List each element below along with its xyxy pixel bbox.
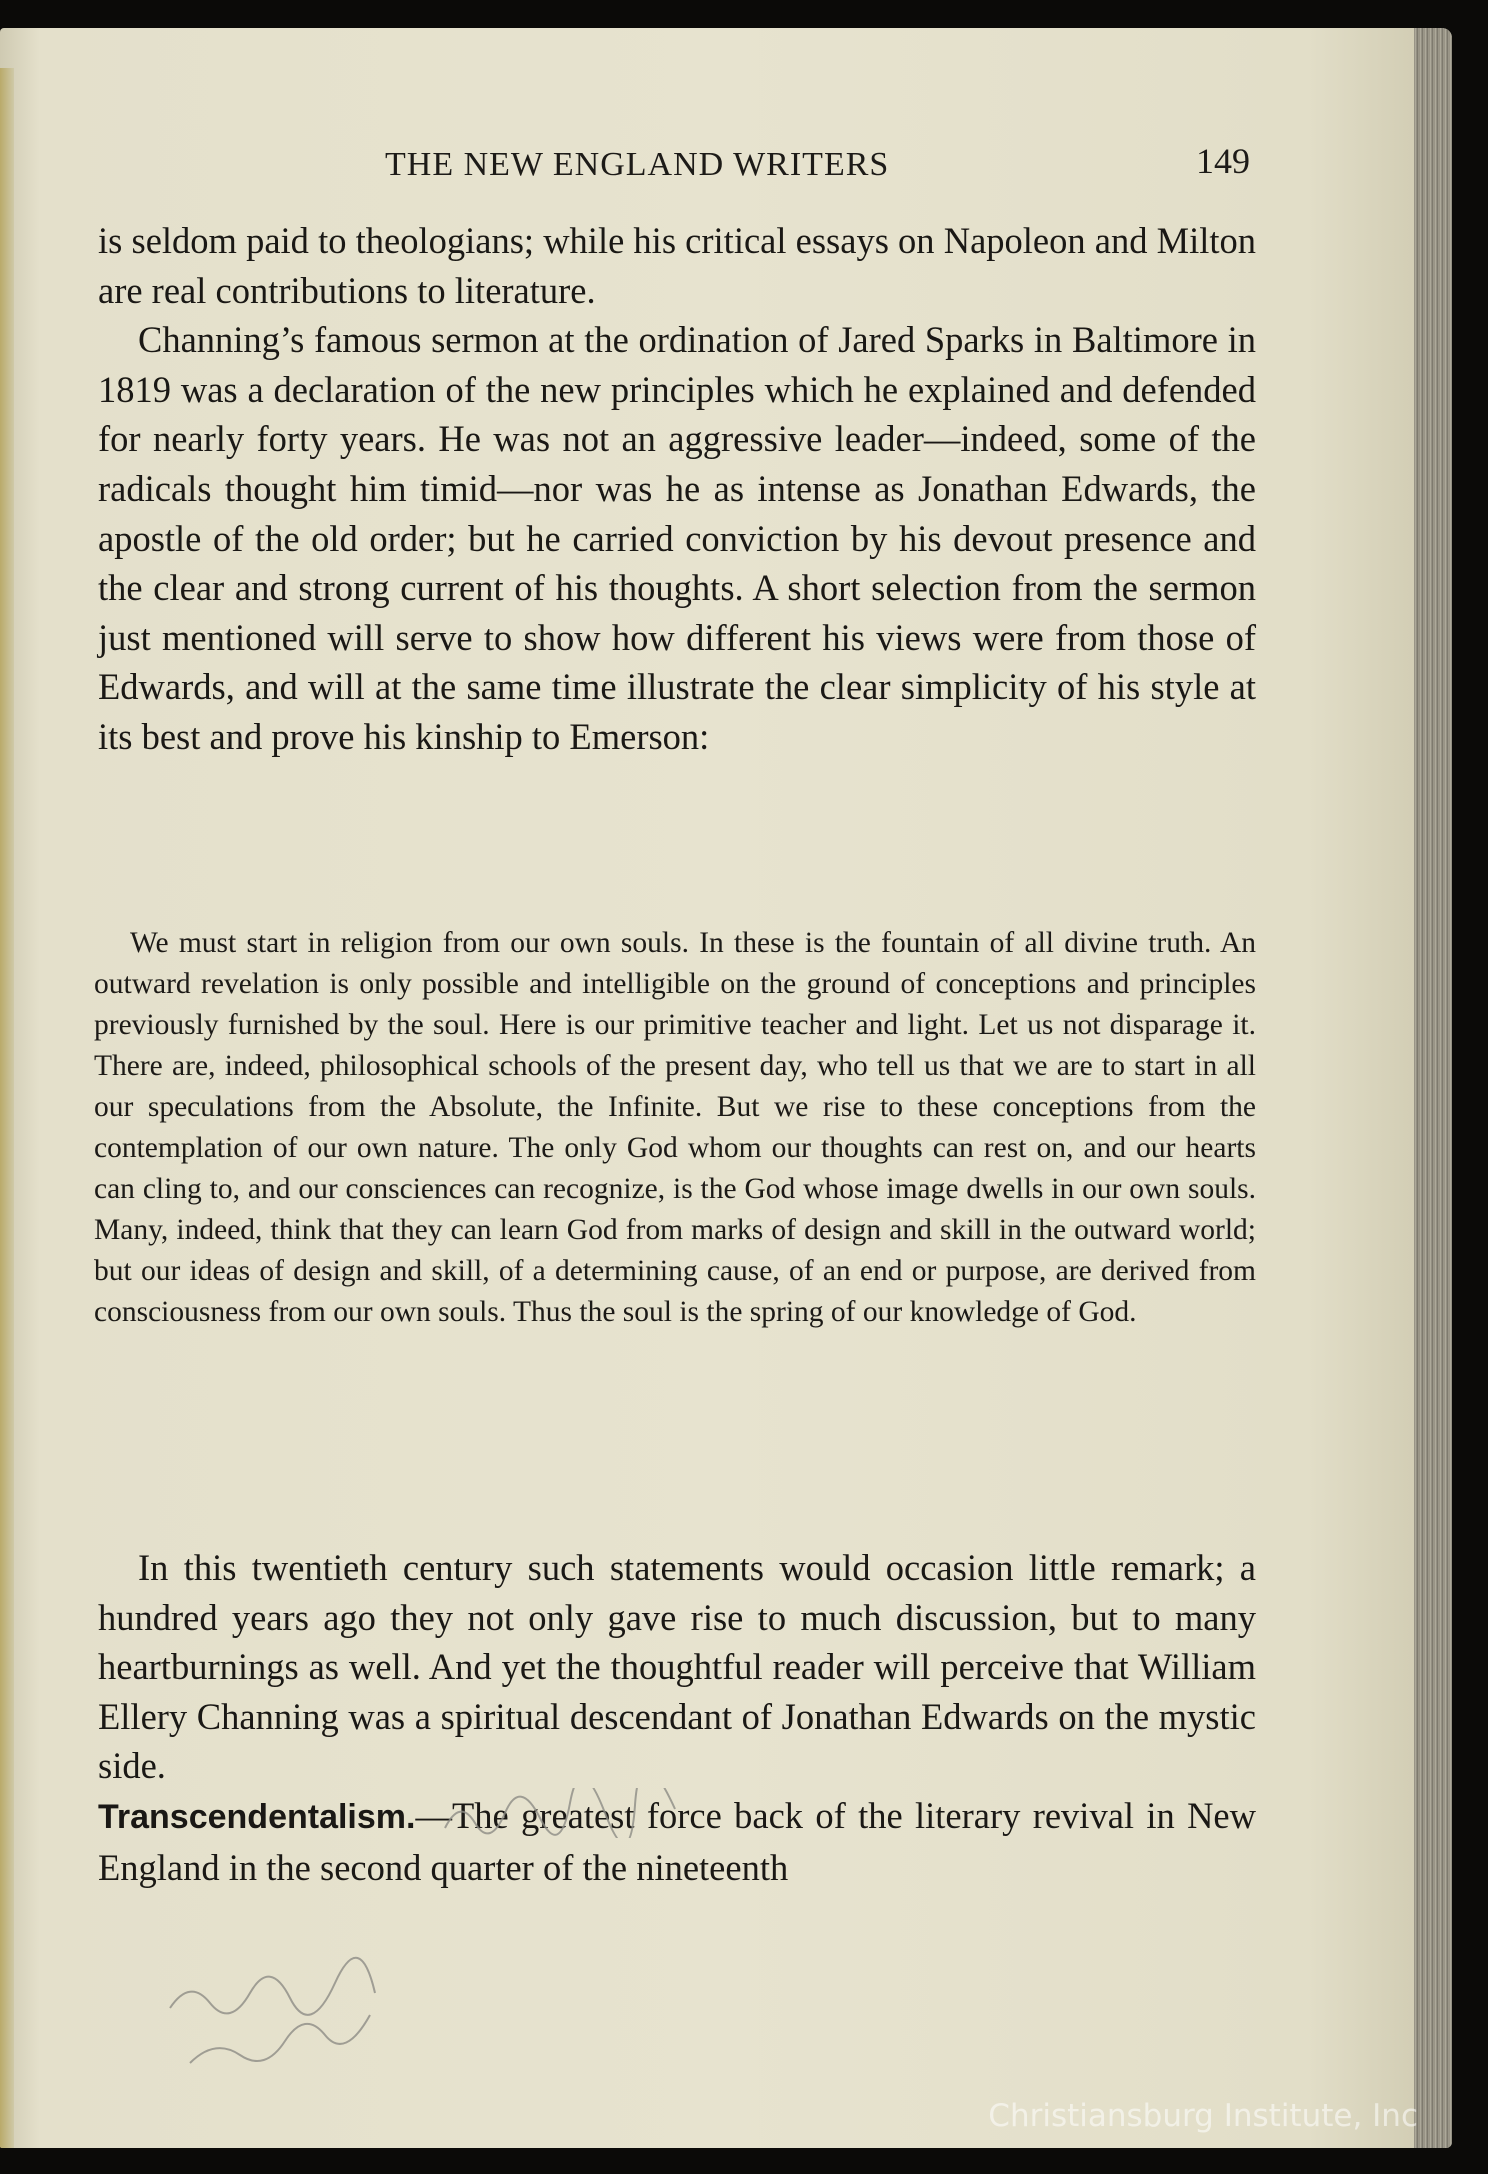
book-page <box>0 28 1452 2148</box>
sermon-quote: We must start in religion from our own souls. In these is the fountain of all divine truth. An outward revelation is only possible and intelligible on the ground of conceptions and principles previously furnished by the soul. Here is our primitive teacher and light. Let us not disparage it. There are, indeed, philosophical schools of the present day, who tell us that we are to start in all our speculations from the Absolute, the Infinite. But we rise to these conceptions from the contemplation of our own nature. The only God whom our thoughts can rest on, and our hearts can cling to, and our consciences can recognize, is the God whose image dwells in our own souls. Many, indeed, think that they can learn God from marks of design and skill in the outward world; but our ideas of design and skill, of a determining cause, of an end or purpose, are derived from consciousness from our own souls. Thus the soul is the spring of our knowledge of God. <box>94 927 1256 1328</box>
running-head <box>0 116 1452 183</box>
pencil-margin-note <box>440 1788 800 1838</box>
page-number: 149 <box>1196 141 1250 181</box>
section-heading: Transcendentalism. <box>98 1797 416 1836</box>
opening-text <box>98 216 1256 762</box>
page-edge <box>1414 28 1452 2148</box>
watermark: Christiansburg Institute, Inc <box>988 2098 1418 2134</box>
paragraph-twentieth-century: In this twentieth century such statements would occasion little remark; a hundred years ago they not only gave rise to much discussion, but to many heartburnings as well. And yet the thoughtful reader will perceive that William Ellery Channing was a spiritual descendant of Jonathan Edwards on the mystic side. <box>98 1547 1256 1787</box>
section-text: —The greatest force back of the literary revival in New England in the second quarter of the nineteenth <box>98 1794 1256 1888</box>
paragraph-channing-sermon: Channing’s famous sermon at the ordination of Jared Sparks in Baltimore in 1819 was a declaration of the new principles which he explained and defended for nearly forty years. He was not an aggressive leader—indeed, some of the radicals thought him timid—nor was he as intense as Jonathan Edwards, the apostle of the old order; but he carried conviction by his devout presence and the clear and strong current of his thoughts. A short selection from the sermon just mentioned will serve to show how different his views were from those of Edwards, and will at the same time illustrate the clear simplicity of his style at its best and prove his kinship to Emerson: <box>98 319 1256 757</box>
paragraph-continuation: is seldom paid to theologians; while his critical essays on Napoleon and Milton are real contributions to literature. <box>98 220 1256 311</box>
page-gutter <box>0 68 14 2148</box>
pencil-scribble-annotation <box>160 1948 500 2078</box>
closing-text <box>98 1543 1256 1892</box>
running-title: THE NEW ENGLAND WRITERS <box>385 146 890 183</box>
